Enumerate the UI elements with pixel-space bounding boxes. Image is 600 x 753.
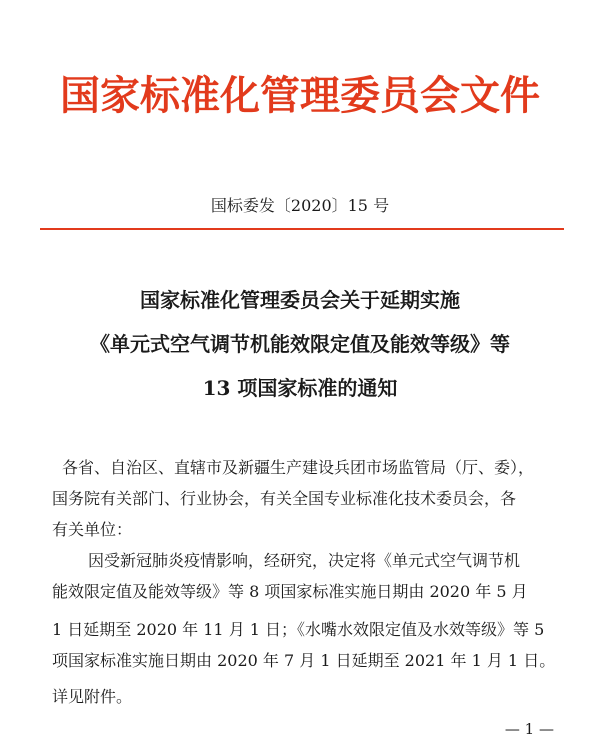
body-paragraph-line-5: 详见附件。	[52, 687, 133, 706]
masthead-title: 国家标准化管理委员会文件	[60, 73, 540, 119]
addressee-line-3: 有关单位：	[52, 520, 133, 539]
body-paragraph-line-2: 能效限定值及能效等级》等 8 项国家标准实施日期由 2020 年 5 月	[52, 582, 528, 601]
body-paragraph-line-3: 1 日延期至 2020 年 11 月 1 日；《水嘴水效限定值及水效等级》等 5	[52, 620, 545, 639]
page-number: — 1 —	[504, 720, 554, 738]
notice-title-line-1: 国家标准化管理委员会关于延期实施	[140, 288, 460, 312]
notice-title-line-3: 13 项国家标准的通知	[202, 376, 398, 400]
addressee-line-1: 各省、自治区、直辖市及新疆生产建设兵团市场监管局（厅、委），	[62, 458, 535, 477]
addressee-line-2: 国务院有关部门、行业协会，有关全国专业标准化技术委员会，各	[52, 489, 517, 508]
red-divider-line	[40, 228, 564, 230]
document-number: 国标委发〔2020〕15 号	[210, 196, 390, 215]
notice-title-line-2: 《单元式空气调节机能效限定值及能效等级》等	[90, 332, 510, 356]
body-paragraph-line-1: 因受新冠肺炎疫情影响，经研究，决定将《单元式空气调节机	[88, 551, 521, 570]
body-paragraph-line-4: 项国家标准实施日期由 2020 年 7 月 1 日延期至 2021 年 1 月 1 日。	[52, 651, 556, 670]
